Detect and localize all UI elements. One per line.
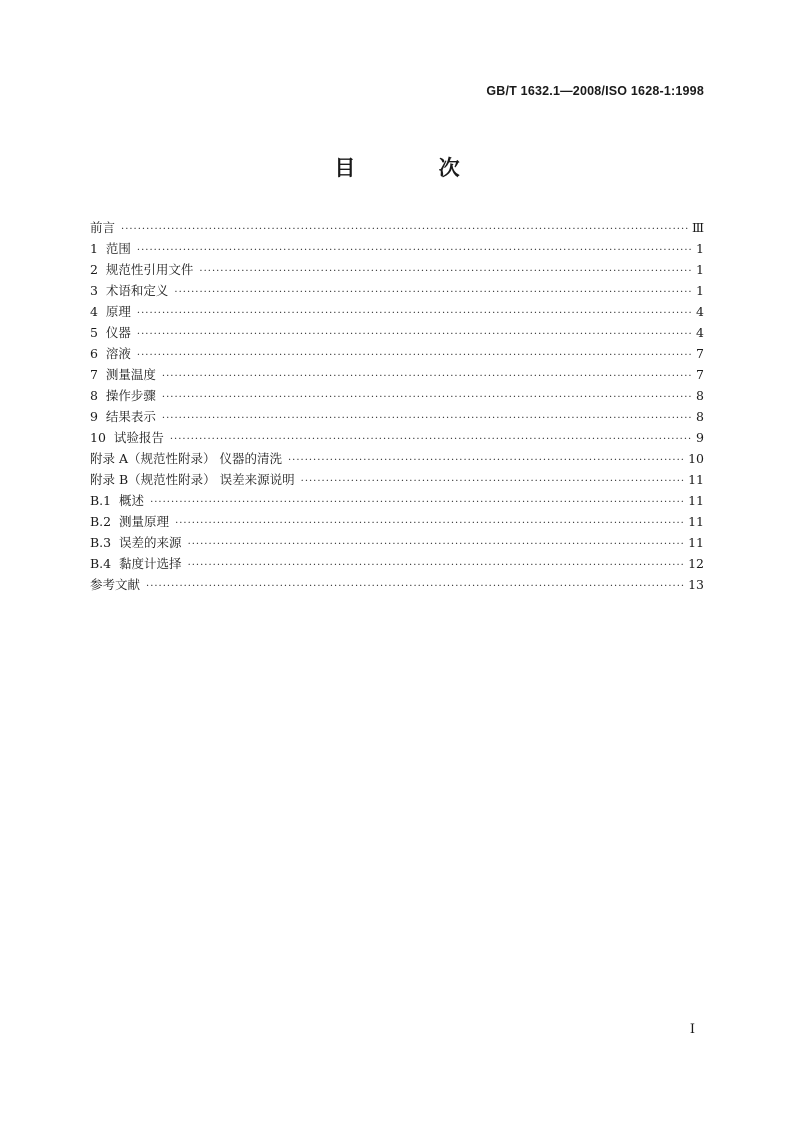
- toc-entry-measurement-temperature[interactable]: [90, 364, 704, 385]
- toc-page-number: 1: [696, 283, 704, 298]
- toc-entry-b2[interactable]: [90, 511, 704, 532]
- toc-entry-procedure[interactable]: [90, 385, 704, 406]
- toc-entry-annex-b[interactable]: [90, 469, 704, 490]
- toc-page-number: 11: [688, 472, 704, 487]
- toc-entry-scope[interactable]: [90, 238, 704, 259]
- toc-dot-leader: [288, 450, 685, 471]
- standard-number: GB/T 1632.1—2008/ISO 1628-1:1998: [486, 84, 704, 98]
- toc-entry-label: 8 操作步骤: [90, 388, 156, 403]
- toc-entry-expression-of-results[interactable]: [90, 406, 704, 427]
- toc-page-number: 11: [688, 514, 704, 529]
- toc-page-number: 1: [696, 262, 704, 277]
- toc-entry-b4[interactable]: [90, 553, 704, 574]
- toc-entry-label: 10 试验报告: [90, 430, 164, 445]
- toc-page-number: 8: [696, 409, 704, 424]
- toc-dot-leader: [137, 345, 693, 366]
- toc-entry-principle[interactable]: [90, 301, 704, 322]
- toc-dot-leader: [174, 282, 693, 303]
- toc-page-number: 1: [696, 241, 704, 256]
- toc-entry-label: B.3 误差的来源: [90, 535, 182, 550]
- toc-dot-leader: [137, 240, 693, 261]
- toc-entry-label: 附录 B（规范性附录） 误差来源说明: [90, 472, 295, 487]
- toc-entry-label: 1 范围: [90, 241, 131, 256]
- toc-dot-leader: [146, 576, 685, 597]
- toc-dot-leader: [199, 261, 693, 282]
- toc-page-number: 11: [688, 535, 704, 550]
- toc-dot-leader: [188, 555, 686, 576]
- toc-entry-label: B.1 概述: [90, 493, 145, 508]
- toc-entry-label: B.2 测量原理: [90, 514, 170, 529]
- toc-dot-leader: [137, 324, 693, 345]
- toc-entry-label: 前言: [90, 220, 116, 235]
- toc-entry-label: 5 仪器: [90, 325, 131, 340]
- toc-dot-leader: [301, 471, 685, 492]
- toc-entry-label: 3 术语和定义: [90, 283, 169, 298]
- toc-entry-normative-references[interactable]: [90, 259, 704, 280]
- toc-page-number: 4: [696, 304, 704, 319]
- toc-entry-label: 4 原理: [90, 304, 131, 319]
- toc-entry-label: 9 结果表示: [90, 409, 156, 424]
- toc-dot-leader: [175, 513, 685, 534]
- toc-entry-b3[interactable]: [90, 532, 704, 553]
- toc-page-number: 12: [688, 556, 704, 571]
- toc-dot-leader: [162, 387, 693, 408]
- toc-page-number: 11: [688, 493, 704, 508]
- toc-entry-foreword[interactable]: [90, 217, 704, 238]
- toc-dot-leader: [121, 219, 689, 240]
- toc-entry-annex-a[interactable]: [90, 448, 704, 469]
- toc-entry-label: 附录 A（规范性附录） 仪器的清洗: [90, 451, 282, 466]
- toc-entry-label: 7 测量温度: [90, 367, 156, 382]
- toc-entry-label: 参考文献: [90, 577, 141, 592]
- toc-page-number: 7: [696, 367, 704, 382]
- toc-entry-terms-definitions[interactable]: [90, 280, 704, 301]
- toc-dot-leader: [137, 303, 693, 324]
- toc-page-number: 13: [688, 577, 704, 592]
- toc-dot-leader: [170, 429, 693, 450]
- toc-page-number: 10: [688, 451, 704, 466]
- toc-entry-test-report[interactable]: [90, 427, 704, 448]
- toc-dot-leader: [150, 492, 685, 513]
- toc-dot-leader: [162, 408, 693, 429]
- table-of-contents: [90, 217, 704, 595]
- toc-page-number: Ⅲ: [691, 220, 704, 235]
- toc-page-number: 7: [696, 346, 704, 361]
- toc-page-number: 9: [696, 430, 704, 445]
- toc-entry-b1[interactable]: [90, 490, 704, 511]
- toc-dot-leader: [188, 534, 686, 555]
- toc-entry-bibliography[interactable]: [90, 574, 704, 595]
- toc-page-number: 8: [696, 388, 704, 403]
- toc-entry-label: 6 溶液: [90, 346, 131, 361]
- toc-entry-label: 2 规范性引用文件: [90, 262, 194, 277]
- toc-entry-solutions[interactable]: [90, 343, 704, 364]
- toc-page-number: 4: [696, 325, 704, 340]
- page-title: 目 次: [334, 156, 498, 180]
- toc-dot-leader: [162, 366, 693, 387]
- page-number: I: [689, 1022, 695, 1037]
- toc-entry-label: B.4 黏度计选择: [90, 556, 182, 571]
- toc-entry-apparatus[interactable]: [90, 322, 704, 343]
